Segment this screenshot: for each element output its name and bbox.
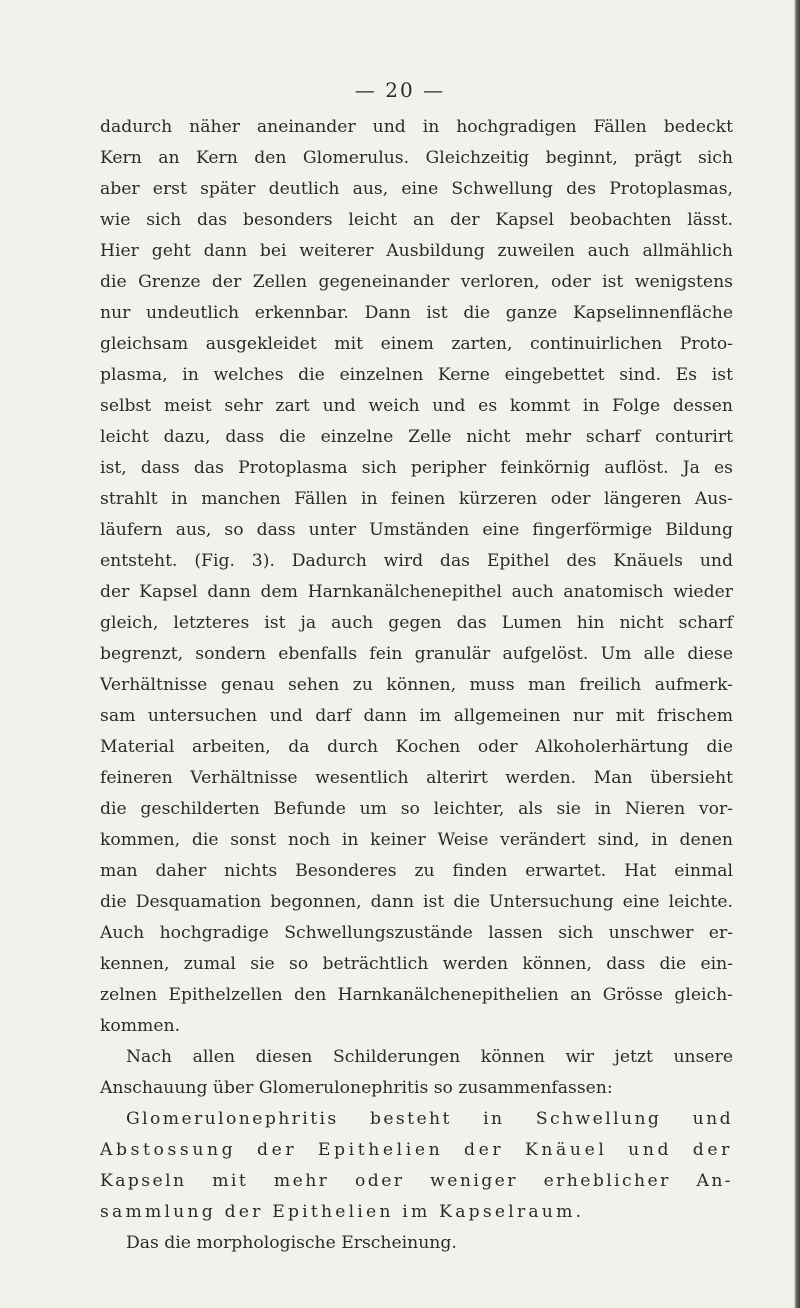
text-line: Das die morphologische Erscheinung. bbox=[126, 1233, 457, 1253]
text-line: Auch hochgradige Schwellungszustände lassen sich unschwer er- bbox=[100, 923, 733, 943]
text-line: sam untersuchen und darf dann im allgemeinen nur mit frischem bbox=[100, 706, 733, 726]
text-line: strahlt in manchen Fällen in feinen kürzeren oder längeren Aus- bbox=[100, 489, 733, 509]
text-line: die geschilderten Befunde um so leichter, als sie in Nieren vor- bbox=[100, 799, 733, 819]
text-line: kommen. bbox=[100, 1016, 181, 1036]
emphasized-thesis-line: Glomerulonephritis besteht in Schwellung und bbox=[126, 1109, 733, 1129]
text-line: plasma, in welches die einzelnen Kerne eingebettet sind. Es ist bbox=[100, 365, 733, 385]
text-line: dadurch näher aneinander und in hochgradigen Fällen bedeckt bbox=[100, 117, 733, 137]
text-line: Hier geht dann bei weiterer Ausbildung zuweilen auch allmählich bbox=[100, 241, 733, 261]
emphasized-thesis-line: Abstossung der Epithelien der Knäuel und der bbox=[100, 1140, 733, 1160]
text-line: man daher nichts Besonderes zu finden erwartet. Hat einmal bbox=[100, 861, 733, 881]
text-line: aber erst später deutlich aus, eine Schwellung des Protoplasmas, bbox=[100, 179, 733, 199]
text-line: Nach allen diesen Schilderungen können wir jetzt unsere bbox=[126, 1047, 733, 1067]
emphasized-thesis-line: Kapseln mit mehr oder weniger erheblicher An- bbox=[100, 1171, 733, 1191]
page-number: — 20 — bbox=[354, 78, 446, 102]
text-line: läufern aus, so dass unter Umständen eine fingerförmige Bildung bbox=[100, 520, 733, 540]
text-line: wie sich das besonders leicht an der Kapsel beobachten lässt. bbox=[100, 210, 733, 230]
text-line: feineren Verhältnisse wesentlich alterirt werden. Man übersieht bbox=[100, 768, 733, 788]
body-text bbox=[100, 112, 733, 1259]
text-line: der Kapsel dann dem Harnkanälchenepithel auch anatomisch wieder bbox=[100, 582, 733, 602]
text-line: entsteht. (Fig. 3). Dadurch wird das Epithel des Knäuels und bbox=[100, 551, 733, 571]
text-line: Anschauung über Glomerulonephritis so zusammenfassen: bbox=[100, 1078, 613, 1098]
text-line: leicht dazu, dass die einzelne Zelle nicht mehr scharf conturirt bbox=[100, 427, 733, 447]
text-line: gleichsam ausgekleidet mit einem zarten, continuirlichen Proto- bbox=[100, 334, 733, 354]
text-line: Verhältnisse genau sehen zu können, muss man freilich aufmerk- bbox=[100, 675, 733, 695]
text-line: ist, dass das Protoplasma sich peripher feinkörnig auflöst. Ja es bbox=[100, 458, 733, 478]
text-line: kennen, zumal sie so beträchtlich werden können, dass die ein- bbox=[100, 954, 733, 974]
text-line: Material arbeiten, da durch Kochen oder Alkoholerhärtung die bbox=[100, 737, 733, 757]
text-line: Kern an Kern den Glomerulus. Gleichzeitig beginnt, prägt sich bbox=[100, 148, 733, 168]
text-line: kommen, die sonst noch in keiner Weise verändert sind, in denen bbox=[100, 830, 733, 850]
text-line: die Grenze der Zellen gegeneinander verloren, oder ist wenigstens bbox=[100, 272, 733, 292]
page-edge-shadow bbox=[794, 0, 800, 1308]
text-line: gleich, letzteres ist ja auch gegen das Lumen hin nicht scharf bbox=[100, 613, 733, 633]
text-line: nur undeutlich erkennbar. Dann ist die ganze Kapselinnenfläche bbox=[100, 303, 733, 323]
text-line: zelnen Epithelzellen den Harnkanälchenepithelien an Grösse gleich- bbox=[100, 985, 733, 1005]
text-line: begrenzt, sondern ebenfalls fein granulär aufgelöst. Um alle diese bbox=[100, 644, 733, 664]
emphasized-thesis-line: sammlung der Epithelien im Kapselraum. bbox=[100, 1202, 585, 1222]
text-line: selbst meist sehr zart und weich und es kommt in Folge dessen bbox=[100, 396, 733, 416]
text-line: die Desquamation begonnen, dann ist die Untersuchung eine leichte. bbox=[100, 892, 733, 912]
